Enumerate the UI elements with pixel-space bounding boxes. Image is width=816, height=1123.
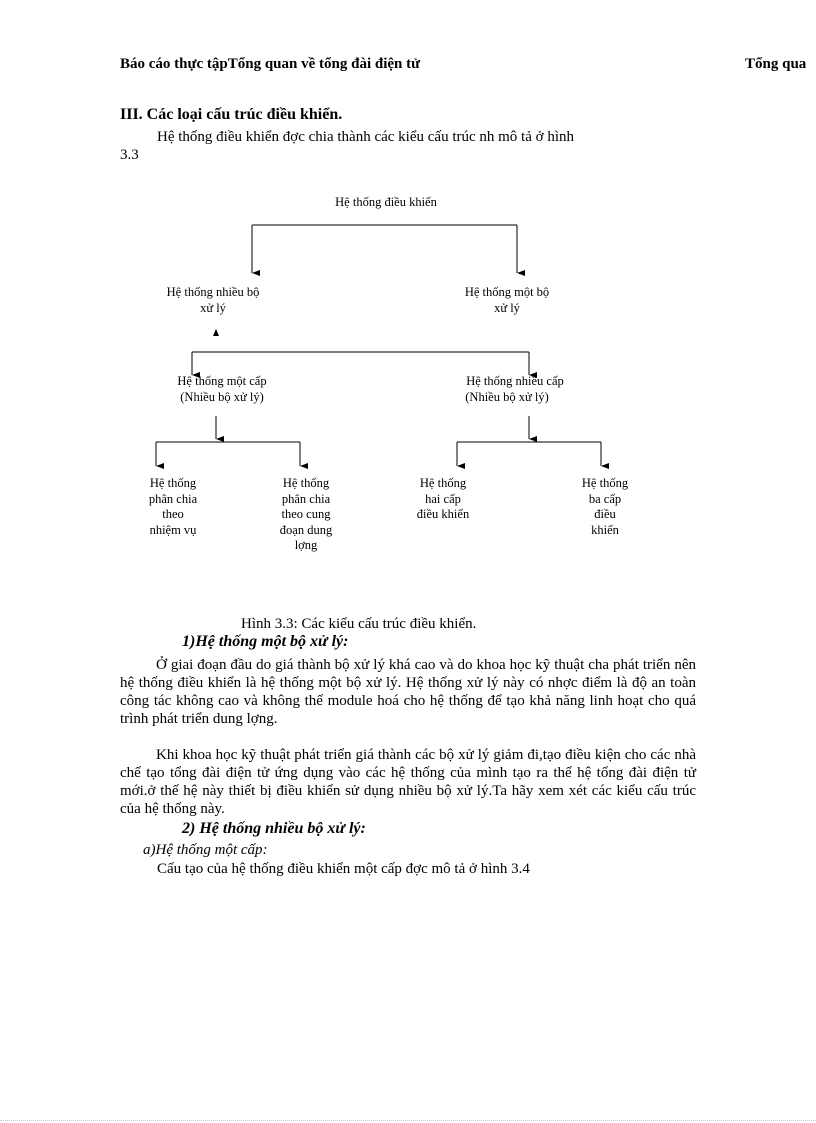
sub1-paragraph-2	[120, 746, 696, 818]
leaf-three-level-line1: Hệ thống	[581, 476, 629, 490]
node-multi-proc-line2: xử lý	[200, 301, 226, 315]
node-multi-level-line2: (Nhiều bộ xử lý)	[465, 390, 549, 404]
leaf-three-level-line2: ba cấp	[588, 492, 622, 506]
leaf-capacity-line1: Hệ thống	[282, 476, 330, 490]
leaf-task-line1: Hệ thống	[149, 476, 197, 490]
leaf-capacity-line3: theo cung	[281, 507, 331, 521]
node-multi-proc-line1: Hệ thống nhiều bộ	[166, 285, 260, 299]
section-title: III. Các loại cấu trúc điều khiển.	[120, 106, 343, 123]
node-one-level-line1: Hệ thống một cấp	[177, 374, 267, 388]
leaf-three-level-line4: khiển	[591, 523, 619, 537]
sub1-paragraph-2-text: Khi khoa học kỹ thuật phát triển giá thành các bộ xử lý giảm đi,tạo điều kiện cho các nhà chế tạo tổng đài điện tử ứng dụng vào các hệ thống của mình tạo ra thế hệ tổng đài điện tử mới.ở thế hệ này thiết bị điều khiển sử dụng nhiều bộ xử lý.Ta hãy xem xét các kiểu cấu trúc của hệ thống này.	[120, 747, 696, 817]
leaf-task-line4: nhiệm vụ	[149, 523, 197, 537]
leaf-three-level-line3: điều	[594, 507, 616, 521]
sub2-line: Cấu tạo của hệ thống điều khiển một cấp đợc mô tả ở hình 3.4	[157, 861, 530, 877]
sub1-paragraph-1-text: Ở giai đoạn đầu do giá thành bộ xử lý khá cao và do khoa học kỹ thuật cha phát triển nên hệ thống điều khiển là hệ thống một bộ xử lý. Hệ thống xử lý này có nhợc điểm là độ an toàn công tác không cao và không thể module hoá cho hệ thống để tạo khả năng linh hoạt cho quá trình phát triển dung lợng.	[120, 657, 696, 727]
node-one-level-line2: (Nhiều bộ xử lý)	[180, 390, 264, 404]
node-multi-level-line1: Hệ thống nhiều cấp	[466, 374, 564, 388]
leaf-two-level-line1: Hệ thống	[419, 476, 467, 490]
page-bottom-divider	[0, 1120, 816, 1121]
node-single-proc-line1: Hệ thống một bộ	[464, 285, 550, 299]
leaf-task-line2: phân chia	[148, 492, 198, 506]
sub2-heading: 2) Hệ thống nhiều bộ xử lý:	[182, 820, 366, 837]
up-arrow-icon	[213, 329, 219, 336]
node-root: Hệ thống điều khiển	[335, 195, 437, 209]
node-single-proc-line2: xử lý	[494, 301, 520, 315]
leaf-task-line3: theo	[162, 507, 184, 521]
leaf-two-level-line3: điều khiển	[416, 507, 470, 521]
leaf-capacity-line5: lợng	[294, 538, 318, 552]
page-header-left: Báo cáo thực tậpTổng quan về tổng đài điện tử	[120, 56, 421, 72]
sub1-paragraph-1	[120, 656, 696, 728]
figure-caption: Hình 3.3: Các kiểu cấu trúc điều khiển.	[241, 616, 477, 632]
page-header-right: Tổng qua	[745, 56, 807, 72]
leaf-capacity-line2: phân chia	[281, 492, 331, 506]
sub2-subheading: a)Hệ thống một cấp:	[143, 842, 268, 858]
intro-line-1: Hệ thống điều khiển đợc chia thành các kiểu cấu trúc nh mô tả ở hình	[157, 129, 574, 145]
intro-line-2: 3.3	[120, 147, 139, 163]
leaf-capacity-line4: đoạn dung	[279, 523, 333, 537]
leaf-two-level-line2: hai cấp	[425, 492, 461, 506]
sub1-heading: 1)Hệ thống một bộ xử lý:	[182, 633, 349, 650]
